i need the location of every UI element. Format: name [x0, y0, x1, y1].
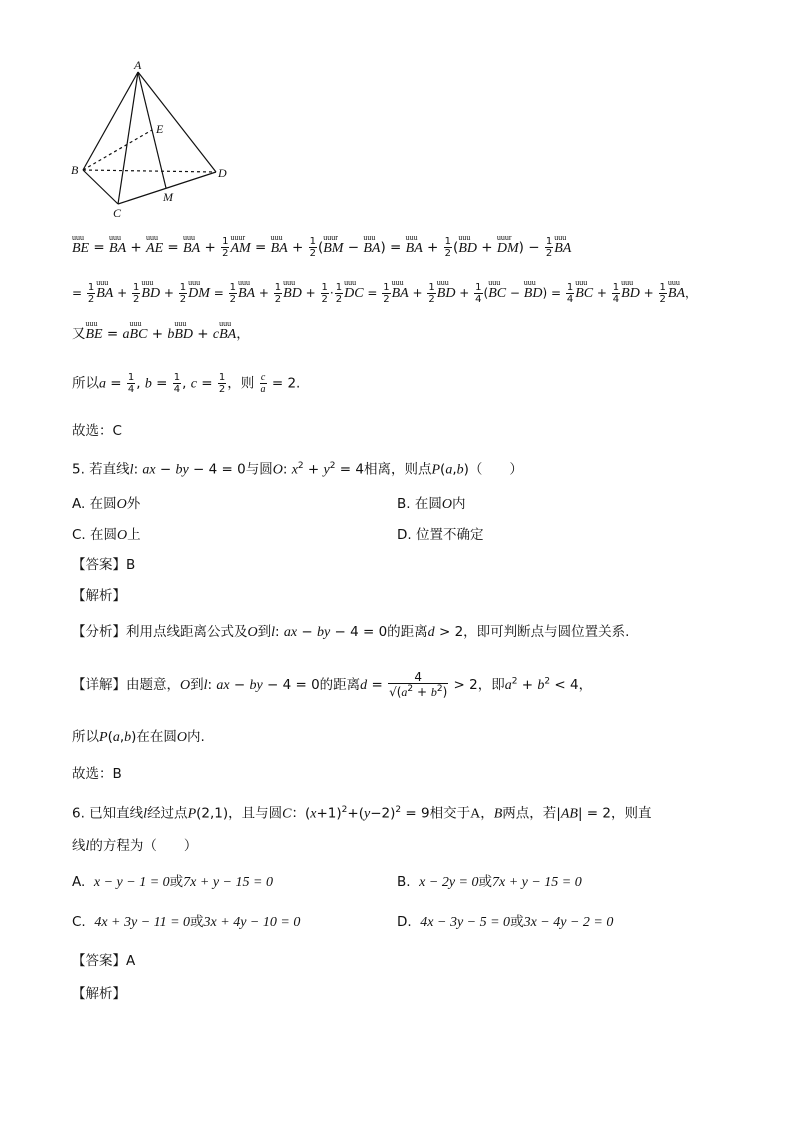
edge-bc — [83, 170, 118, 204]
label-e: E — [156, 122, 164, 136]
q6-option-b[interactable]: B. x − 2y = 0或7x + y − 15 = 0 — [397, 874, 582, 890]
edge-bd-hidden — [83, 170, 216, 172]
again-prefix: 又 — [72, 326, 86, 342]
label-c: C — [113, 206, 122, 218]
vector-equation-line-1: uuu BE = uuu BA + uuu AE = uuu BA + $\frac{1}{2}$ uuur AM = uuu BA + $\frac{1}{2}$ (uuur BM − uuu BA) = uuu BA + $\frac{1}{2}$ (uuu BD + uuur DM) − $\frac{1}{2}$ uuu BA — [72, 236, 571, 259]
q4-choose: 故选：C — [72, 423, 122, 439]
q6-answer: 【答案】A — [72, 953, 136, 969]
q5-stem: 5. 若直线l: ax − by − 4 = 0与圆O: $x^2 + y^2 = 4$相离，则点P(a,b)（ ） — [72, 461, 523, 478]
edge-ac — [118, 72, 138, 204]
q5-analysis-tag: 【解析】 — [72, 588, 126, 604]
q5-option-d[interactable]: D. 位置不确定 — [397, 527, 484, 543]
label-m: M — [163, 190, 173, 204]
q6-option-a[interactable]: A. x − y − 1 = 0或7x + y − 15 = 0 — [72, 874, 273, 890]
so-prefix: 所以 — [72, 375, 99, 392]
q6-stem-line-1: 6. 已知直线l经过点P(2,1)，且与圆C：$(x+1)^2+(y-2)^2 = 9$相交于A，B两点，若|AB| = 2，则直 — [72, 805, 652, 822]
vector-ba: uuu BA — [554, 240, 571, 258]
edge-be-hidden — [83, 130, 152, 170]
q5-choose: 故选：B — [72, 766, 122, 782]
q5-detail: 【详解】由题意，O到l: ax − by − 4 = 0的距离d = $\frac{4}{√(a^2 + b^2)}$ > 2，即$a^2 + b^2 < 4$， — [72, 670, 593, 699]
label-a: A — [134, 58, 142, 72]
q6-option-c[interactable]: C. 4x + 3y − 11 = 0或3x + 4y − 10 = 0 — [72, 914, 301, 930]
q6-option-d[interactable]: D. 4x − 3y − 5 = 0或3x − 4y − 2 = 0 — [397, 914, 614, 930]
q5-option-a[interactable]: A. 在圆O外 — [72, 496, 141, 512]
q5-conclusion: 所以P(a,b)在在圆O内. — [72, 729, 205, 745]
q6-analysis-tag: 【解析】 — [72, 986, 126, 1002]
tetrahedron-figure — [68, 58, 238, 218]
edge-ab — [83, 72, 138, 170]
q5-fenxi: 【分析】利用点线距离公式及O到l: ax − by − 4 = 0的距离d > 2，即可判断点与圆位置关系. — [72, 624, 630, 640]
vector-decomposition-line: 又uuu BE = auuu BC + buuu BD + cuuu BA， — [72, 325, 250, 344]
label-d: D — [218, 166, 227, 180]
q5-option-c[interactable]: C. 在圆O上 — [72, 527, 141, 543]
q5-answer: 【答案】B — [72, 557, 136, 573]
label-b: B — [71, 163, 79, 177]
coefficient-result-line: 所以a = $\frac{1}{4}$ , b = $\frac{1}{4}$ , c = $\frac{1}{2}$ ，则 $\frac{c}{a}$ = 2. — [72, 372, 301, 395]
q5-option-b[interactable]: B. 在圆O内 — [397, 496, 466, 512]
q6-stem-line-2: 线l的方程为（ ） — [72, 838, 198, 854]
vector-equation-line-2: = $\frac{1}{2}$ uuu BA + $\frac{1}{2}$ uuu BD + $\frac{1}{2}$ uuu DM = $\frac{1}{2}$ uuu BA + $\frac{1}{2}$ uuu BD + $\frac{1}{2}$ · $\frac{1}{2}$ uuu DC = $\frac{1}{2}$ uuu BA + $\frac{1}{2}$ uuu BD + $\frac{1}{4}$ (uuu BC − uuu BD) = $\frac{1}{4}$ uuu BC + $\frac{1}{4}$ uuu BD + $\frac{1}{2}$ uuu BA， — [72, 282, 697, 305]
